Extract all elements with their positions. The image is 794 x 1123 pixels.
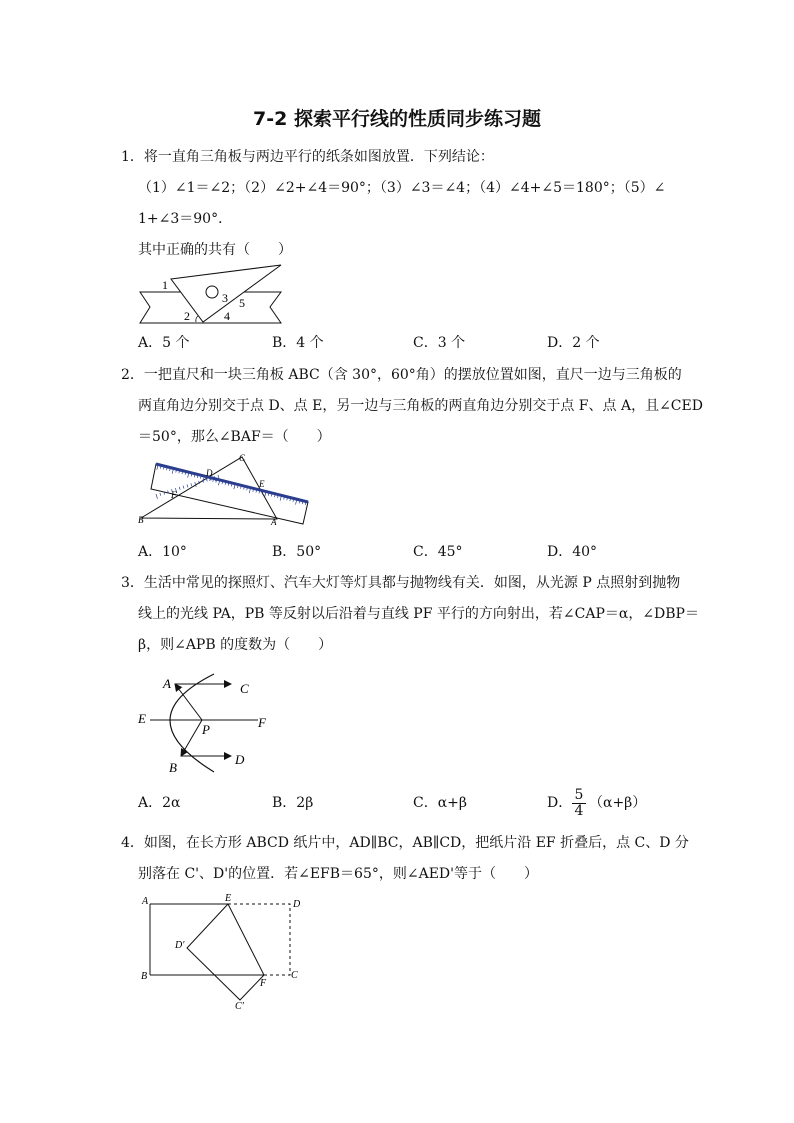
q2-stem-line2: 两直角边分别交于点 D、点 E，另一边与三角板的两直角边分别交于点 F、点 A，且∠CED (138, 398, 703, 414)
q4-figure (138, 890, 308, 1012)
q4-point-a: A (142, 896, 149, 907)
q4-point-c-prime: C' (235, 1001, 244, 1012)
page-title: 7-2 探索平行线的性质同步练习题 (253, 108, 541, 130)
ruler-tick (183, 486, 184, 489)
q1-option-b[interactable]: B．4 个 (272, 335, 324, 351)
q1-option-d[interactable]: D．2 个 (547, 335, 600, 351)
ruler-tick (179, 487, 180, 490)
q2-figure (138, 452, 313, 530)
q3-stem-line3: β，则∠APB 的度数为（ ） (138, 637, 333, 653)
q4-point-d: D (293, 899, 301, 910)
q3-figure (136, 668, 276, 778)
q4-stem-line2: 别落在 C'、D'的位置．若∠EFB＝65°，则∠AED'等于（ ） (138, 866, 538, 882)
q3-point-f: F (258, 715, 266, 730)
q3-stem-line2: 线上的光线 PA，PB 等反射以后沿着与直线 PF 平行的方向射出，若∠CAP＝α，∠DBP＝ (138, 606, 699, 622)
q1-statements-line1: （1）∠1＝∠2；（2）∠2+∠4＝90°；（3）∠3＝∠4；（4）∠4+∠5＝180°；（5）∠ (138, 180, 666, 196)
q3-point-a: A (163, 676, 171, 691)
q4-point-f: F (260, 978, 267, 989)
q3-point-b: B (169, 760, 177, 775)
q1-angle-5: 5 (239, 296, 245, 310)
q3-point-p: P (202, 722, 210, 737)
q3-stem-line1: 3．生活中常见的探照灯、汽车大灯等灯具都与抛物线有关．如图，从光源 P 点照射到抛物 (121, 575, 681, 591)
q3-option-d-suffix[interactable]: （α+β） (589, 795, 647, 811)
ruler-tick (156, 494, 157, 499)
q2-option-d[interactable]: D．40° (547, 544, 598, 560)
q2-option-b[interactable]: B．50° (272, 544, 322, 560)
q4-point-c: C (291, 970, 298, 981)
q2-point-c: C (239, 453, 246, 463)
q3-point-e: E (138, 711, 146, 726)
q1-stem: 1．将一直角三角板与两边平行的纸条如图放置．下列结论： (121, 149, 494, 165)
q1-option-a[interactable]: A．5 个 (138, 335, 190, 351)
q4-stem-line1: 4．如图，在长方形 ABCD 纸片中，AD∥BC，AB∥CD，把纸片沿 EF 折叠后，点 C、D 分 (121, 835, 689, 851)
q2-point-e: E (259, 479, 265, 489)
q3-option-b[interactable]: B．2β (272, 795, 314, 811)
q4-point-b: B (141, 971, 148, 982)
q1-question: 其中正确的共有（ ） (138, 242, 292, 258)
q2-point-a: A (271, 517, 277, 527)
q1-angle-3: 3 (222, 291, 228, 305)
q1-angle-4: 4 (224, 309, 230, 323)
q3-point-d: D (235, 752, 245, 767)
q2-point-f: F (171, 490, 177, 500)
q2-stem-line1: 2．一把直尺和一块三角板 ABC（含 30°，60°角）的摆放位置如图，直尺一边与三角板的 (121, 367, 682, 383)
q4-point-e: E (225, 893, 232, 904)
ruler-tick (187, 485, 188, 488)
q1-angle-1: 1 (162, 278, 168, 292)
q3-point-c: C (240, 681, 249, 696)
q2-option-c[interactable]: C．45° (413, 544, 463, 560)
q2-point-b: B (138, 515, 144, 525)
ruler-tick (160, 493, 161, 496)
q3-option-d-numerator: 5 (574, 787, 584, 803)
q3-option-a[interactable]: A．2α (138, 795, 181, 811)
q2-point-d: D (206, 468, 213, 478)
q4-point-d-prime: D' (175, 940, 185, 951)
q1-angle-2: 2 (184, 309, 190, 323)
q2-option-a[interactable]: A．10° (138, 544, 187, 560)
q1-statements-line2: 1+∠3＝90°． (138, 211, 233, 227)
q3-option-d-prefix[interactable]: D． (547, 795, 573, 811)
q1-option-c[interactable]: C．3 个 (413, 335, 466, 351)
q1-figure (138, 262, 288, 326)
q3-option-c[interactable]: C．α+β (413, 795, 467, 811)
ruler-tick (191, 483, 192, 486)
ruler-tick (218, 475, 219, 478)
q2-stem-line3: ＝50°，那么∠BAF＝（ ） (138, 429, 331, 445)
q3-option-d-denominator: 4 (574, 803, 584, 819)
q3-option-d-fraction[interactable] (572, 788, 586, 819)
